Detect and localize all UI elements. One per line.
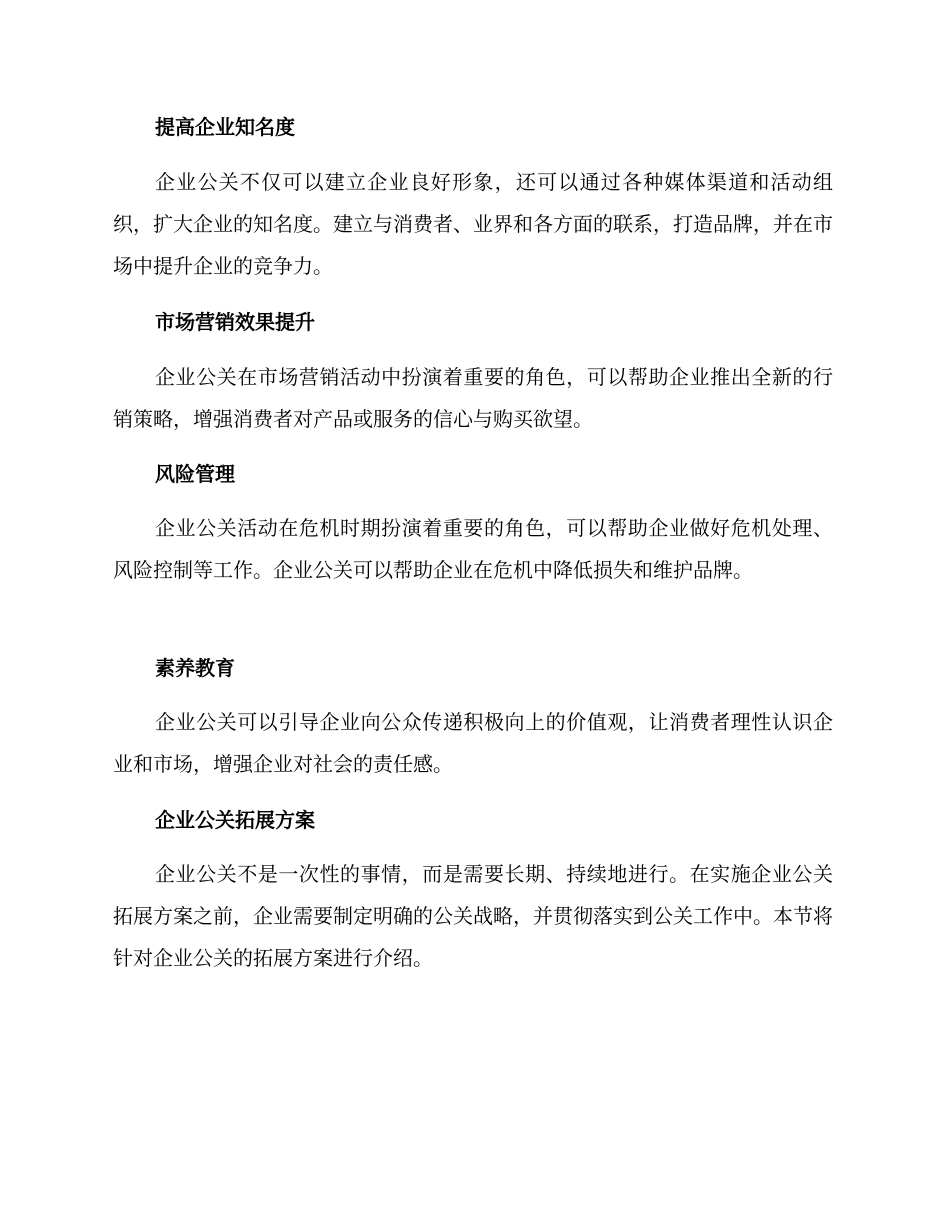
section-heading-risk-management: 风险管理: [155, 462, 235, 486]
section-body-literacy-education: 企业公关可以引导企业向公众传递积极向上的价值观，让消费者理性认识企业和市场，增强企业对社会的责任感。: [113, 710, 833, 776]
section-body-marketing: 企业公关在市场营销活动中扮演着重要的角色，可以帮助企业推出全新的行销策略，增强消费者对产品或服务的信心与购买欲望。: [113, 365, 833, 431]
section-heading-expansion-plan: 企业公关拓展方案: [155, 808, 315, 832]
section-heading-brand-awareness: 提高企业知名度: [155, 115, 295, 139]
section-heading-literacy-education: 素养教育: [155, 656, 235, 680]
section-heading-marketing: 市场营销效果提升: [155, 310, 315, 334]
section-body-brand-awareness: 企业公关不仅可以建立企业良好形象，还可以通过各种媒体渠道和活动组织，扩大企业的知名度。建立与消费者、业界和各方面的联系，打造品牌，并在市场中提升企业的竞争力。: [113, 170, 833, 278]
section-body-risk-management: 企业公关活动在危机时期扮演着重要的角色，可以帮助企业做好危机处理、风险控制等工作。企业公关可以帮助企业在危机中降低损失和维护品牌。: [113, 516, 833, 582]
section-body-expansion-plan: 企业公关不是一次性的事情，而是需要长期、持续地进行。在实施企业公关拓展方案之前，企业需要制定明确的公关战略，并贯彻落实到公关工作中。本节将针对企业公关的拓展方案进行介绍。: [113, 862, 833, 970]
